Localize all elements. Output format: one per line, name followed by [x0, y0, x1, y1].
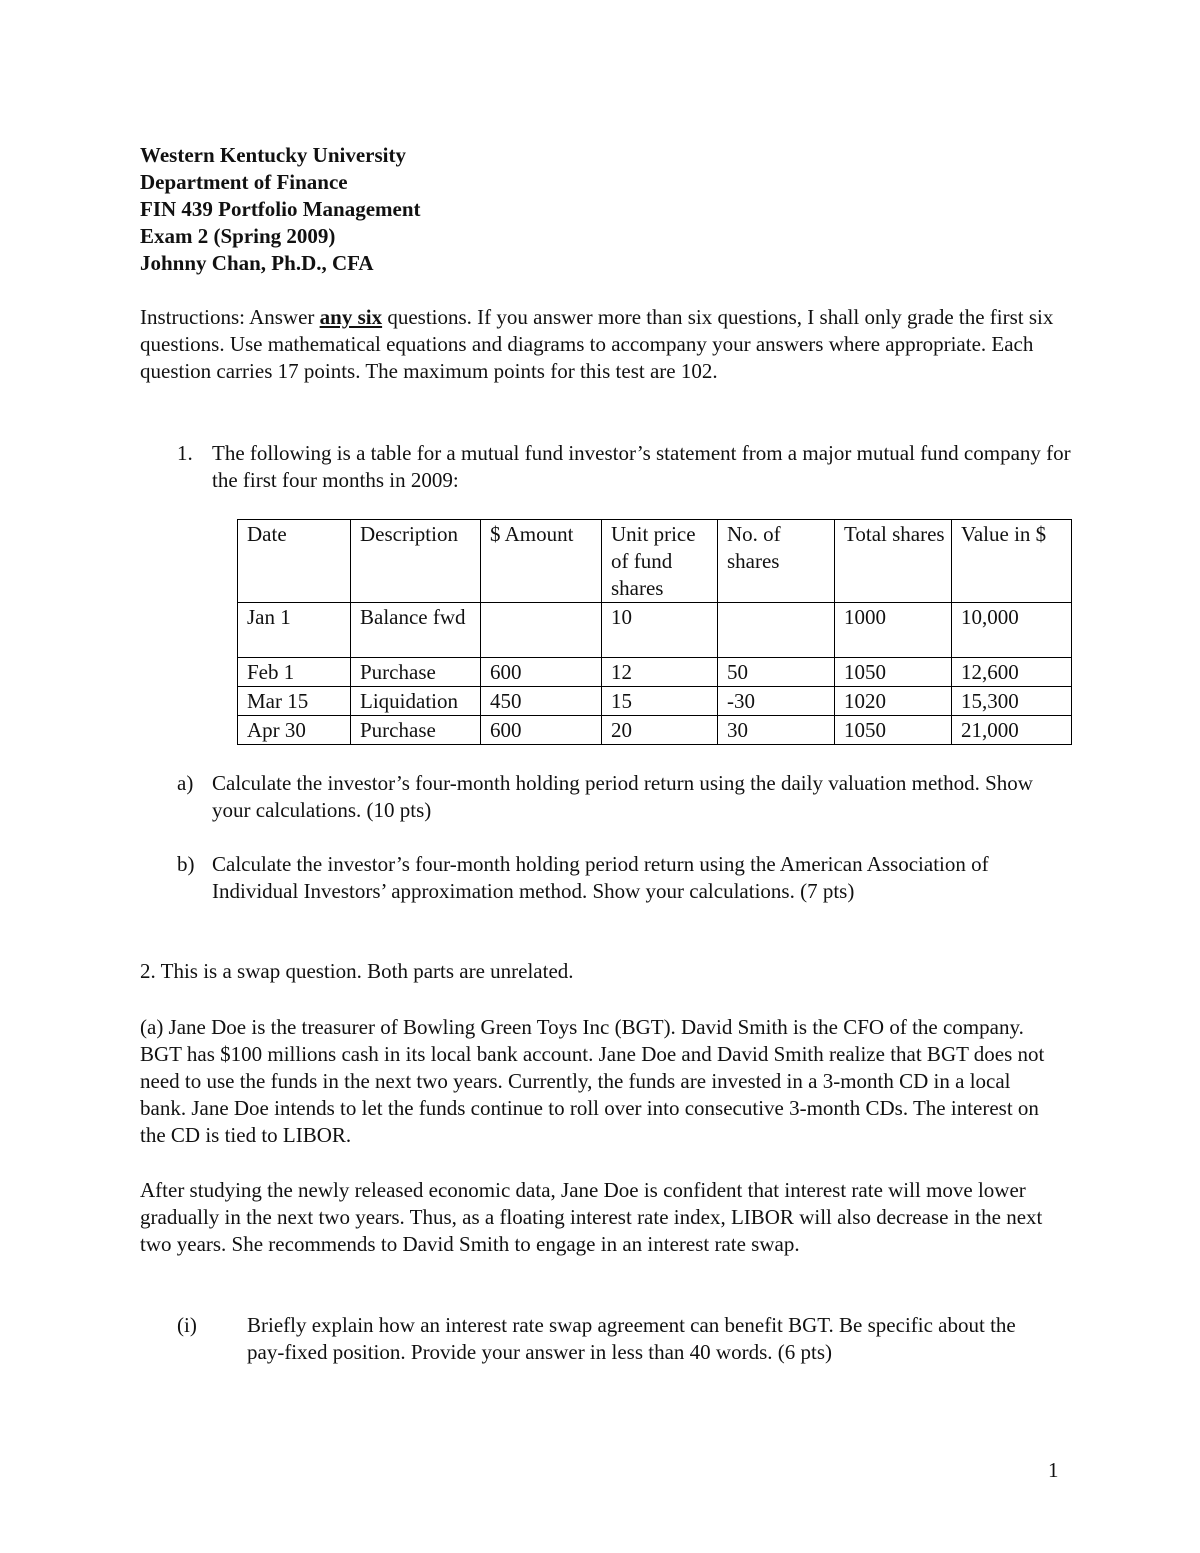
table-header-row — [238, 520, 1072, 603]
table-cell: 450 — [481, 687, 602, 716]
table-header-cell: Total shares — [835, 520, 952, 603]
instructions-rest: questions. If you answer more than six questions, I shall only grade the first six questions. Use mathematical equations and diagrams to accompany your answers where appropriate. Each question carries 17 points. The maximum points for this test are 102. — [140, 305, 1054, 383]
table-row — [238, 603, 1072, 658]
table-cell: 30 — [718, 716, 835, 745]
subquestion-text: Calculate the investor’s four-month holding period return using the American Association of Individual Investors’ approximation method. Show your calculations. (7 pts) — [212, 852, 989, 903]
subquestion-text: Briefly explain how an interest rate swap agreement can benefit BGT. Be specific about the pay-fixed position. Provide your answer in less than 40 words. (6 pts) — [247, 1313, 1016, 1364]
table-cell: 1020 — [835, 687, 952, 716]
table-cell — [718, 603, 835, 658]
instructions-lead: Instructions: Answer — [140, 305, 320, 329]
table-cell: 10 — [602, 603, 718, 658]
table-cell: Purchase — [351, 658, 481, 687]
table-cell: Liquidation — [351, 687, 481, 716]
table-cell — [481, 603, 602, 658]
table-cell: 10,000 — [952, 603, 1072, 658]
instructor-name: Johnny Chan, Ph.D., CFA — [140, 251, 374, 275]
question-2-intro: 2. This is a swap question. Both parts are unrelated. — [140, 959, 574, 983]
course-title: FIN 439 Portfolio Management — [140, 197, 421, 221]
subquestion-label: (i) — [177, 1313, 197, 1337]
table-cell: 1000 — [835, 603, 952, 658]
table-cell: 12,600 — [952, 658, 1072, 687]
table-cell: 20 — [602, 716, 718, 745]
table-cell: Mar 15 — [238, 687, 351, 716]
table-cell: 15,300 — [952, 687, 1072, 716]
fund-statement-table — [237, 519, 1072, 745]
table-header-cell: Description — [351, 520, 481, 603]
table-cell: 600 — [481, 658, 602, 687]
subquestion-text: Calculate the investor’s four-month holding period return using the daily valuation method. Show your calculations. (10 pts) — [212, 771, 1033, 822]
table-header-cell: Value in $ — [952, 520, 1072, 603]
table-cell: Jan 1 — [238, 603, 351, 658]
question-2a-scenario-continued: After studying the newly released economic data, Jane Doe is confident that interest rate will move lower gradually in the next two years. Thus, as a floating interest rate index, LIBOR will also decrease in the next two years. She recommends to David Smith to engage in an interest rate swap. — [140, 1178, 1043, 1256]
page-number: 1 — [1048, 1458, 1059, 1482]
question-number: 1. — [177, 441, 193, 465]
table-cell: 50 — [718, 658, 835, 687]
exam-header — [140, 142, 421, 277]
table-cell: Balance fwd — [351, 603, 481, 658]
table-cell: -30 — [718, 687, 835, 716]
exam-title: Exam 2 (Spring 2009) — [140, 224, 336, 248]
table-header-cell: Date — [238, 520, 351, 603]
department-name: Department of Finance — [140, 170, 348, 194]
table-cell: 1050 — [835, 658, 952, 687]
table-cell: 600 — [481, 716, 602, 745]
table-cell: 15 — [602, 687, 718, 716]
subquestion-label: b) — [177, 852, 195, 876]
table-cell: 21,000 — [952, 716, 1072, 745]
instructions-emphasis: any six — [319, 305, 383, 329]
table-row — [238, 658, 1072, 687]
university-name: Western Kentucky University — [140, 143, 406, 167]
table-cell: 1050 — [835, 716, 952, 745]
table-row — [238, 687, 1072, 716]
table-cell: Purchase — [351, 716, 481, 745]
table-header-cell: $ Amount — [481, 520, 602, 603]
table-cell: Feb 1 — [238, 658, 351, 687]
question-text: The following is a table for a mutual fund investor’s statement from a major mutual fund company for the first four months in 2009: — [212, 441, 1071, 492]
table-cell: Apr 30 — [238, 716, 351, 745]
instructions — [140, 304, 1055, 385]
table-header-cell: No. of shares — [718, 520, 835, 603]
table-cell: 12 — [602, 658, 718, 687]
table-row — [238, 716, 1072, 745]
question-2a-scenario: (a) Jane Doe is the treasurer of Bowling Green Toys Inc (BGT). David Smith is the CFO of the company. BGT has $100 millions cash in its local bank account. Jane Doe and David Smith realize that BGT does not need to use the funds in the next two years. Currently, the funds are invested in a 3-month CD in a local bank. Jane Doe intends to let the funds continue to roll over into consecutive 3-month CDs. The interest on the CD is tied to LIBOR. — [140, 1015, 1045, 1147]
table-header-cell: Unit price of fund shares — [602, 520, 718, 603]
subquestion-label: a) — [177, 771, 194, 795]
